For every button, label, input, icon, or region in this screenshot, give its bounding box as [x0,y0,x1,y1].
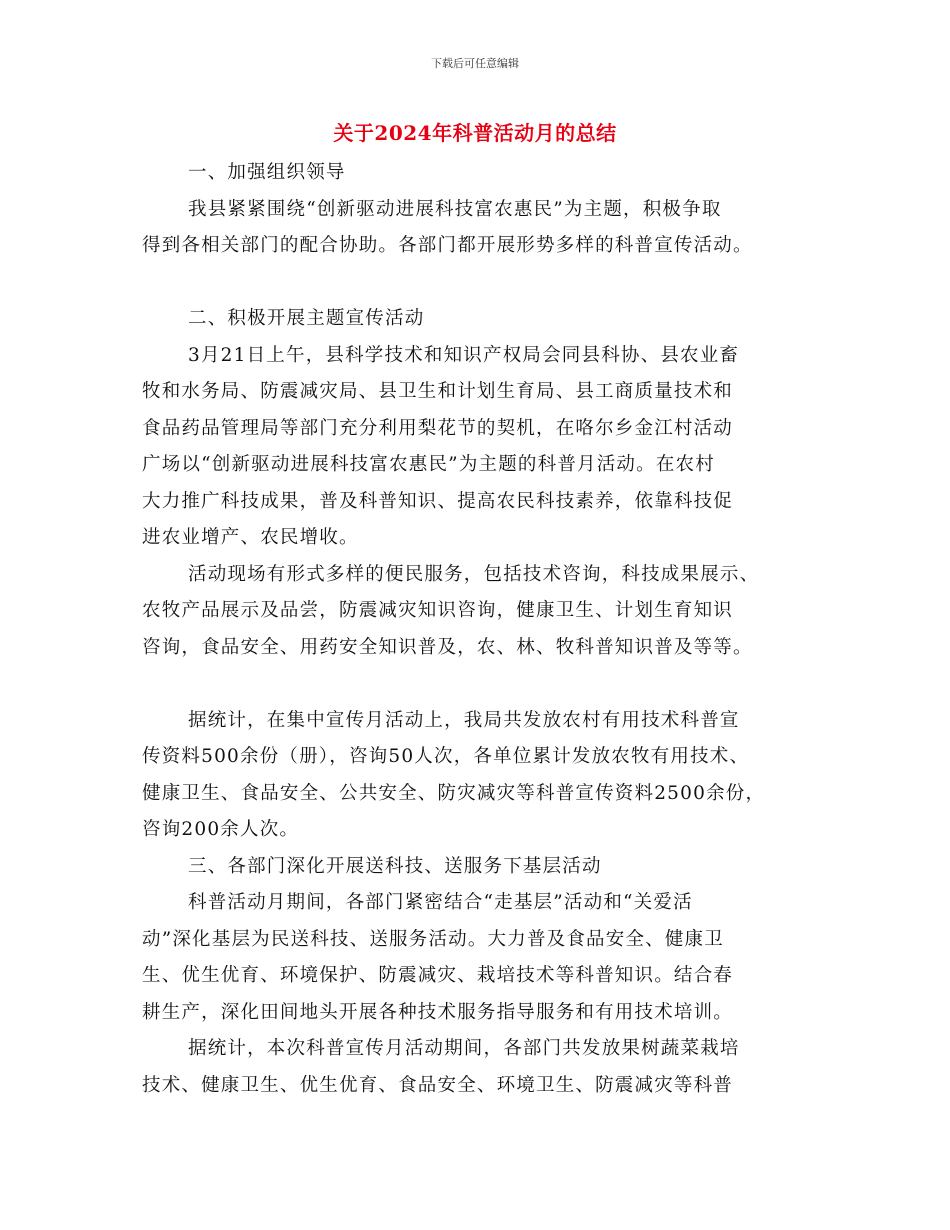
paragraph-line: 大力推广科技成果，普及科普知识、提高农民科技素养，依靠科技促 [142,490,734,512]
paragraph-line: 我县紧紧围绕“创新驱动进展科技富农惠民”为主题，积极争取 [188,198,722,220]
section-heading-3: 三、各部门深化开展送科技、送服务下基层活动 [188,855,602,877]
paragraph-line: 技术、健康卫生、优生优育、食品安全、环境卫生、防震减灾等科普 [142,1074,734,1096]
document-body [142,155,822,1104]
section-heading-2: 二、积极开展主题宣传活动 [188,308,425,329]
header-note: 下载后可任意编辑 [431,57,519,70]
paragraph-gap [142,666,822,703]
paragraph-line: 牧和水务局、防震减灾局、县卫生和计划生育局、县工商质量技术和 [142,381,734,402]
section-heading-1: 一、加强组织领导 [188,162,346,183]
paragraph-line: 健康卫生、食品安全、公共安全、防灾减灾等科普宣传资料2500余份， [142,782,766,804]
paragraph-line: 咨询200余人次。 [142,819,300,840]
paragraph-line: 传资料500余份（册），咨询50人次，各单位累计发放农牧有用技术、 [142,746,750,767]
paragraph-gap [142,265,822,302]
paragraph-line: 科普活动月期间，各部门紧密结合“走基层”活动和“关爱活 [188,892,693,913]
paragraph-line: 动”深化基层为民送科技、送服务活动。大力普及食品安全、健康卫 [142,928,724,950]
paragraph-line: 农牧产品展示及品尝，防震减灾知识咨询，健康卫生、计划生育知识 [142,600,734,621]
paragraph-line: 据统计，在集中宣传月活动上，我局共发放农村有用技术科普宣 [188,709,740,731]
document-title: 关于2024年科普活动月的总结 [333,121,617,145]
paragraph-line: 食品药品管理局等部门充分利用梨花节的契机，在咯尔乡金江村活动 [142,417,734,439]
paragraph-line: 得到各相关部门的配合协助。各部门都开展形势多样的科普宣传活动。 [142,235,753,256]
paragraph-line: 耕生产，深化田间地头开展各种技术服务指导服务和有用技术培训。 [142,1001,734,1023]
paragraph-line: 进农业增产、农民增收。 [142,527,359,548]
paragraph-line: 活动现场有形式多样的便民服务，包括技术咨询，科技成果展示、 [188,563,760,585]
paragraph-line: 3月21日上午，县科学技术和知识产权局会同县科协、县农业畜 [188,344,740,366]
paragraph-line: 广场以“创新驱动进展科技富农惠民”为主题的科普月活动。在农村 [142,454,715,475]
paragraph-line: 咨询，食品安全、用药安全知识普及，农、林、牧科普知识普及等等。 [142,636,753,658]
paragraph-line: 生、优生优育、环境保护、防震减灾、栽培技术等科普知识。结合春 [142,965,734,986]
paragraph-line: 据统计，本次科普宣传月活动期间，各部门共发放果树蔬菜栽培 [188,1038,740,1059]
